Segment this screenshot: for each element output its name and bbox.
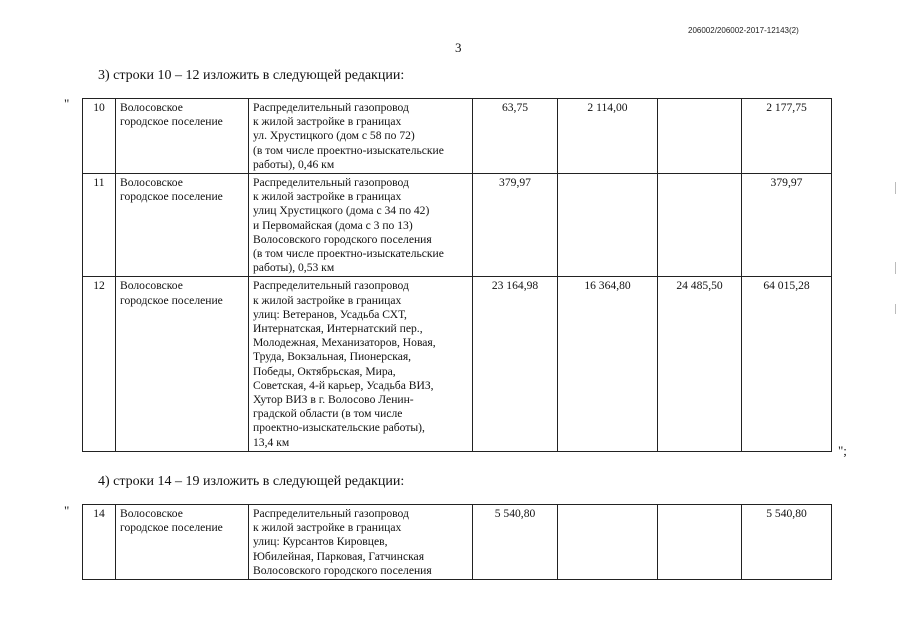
total-cell: 64 015,28 bbox=[742, 277, 832, 451]
amendment-table-rows-10-12 bbox=[82, 98, 832, 452]
value-cell-3 bbox=[658, 99, 742, 174]
section-instruction-rows-14-19: 4) строки 14 – 19 изложить в следующей редакции: bbox=[98, 474, 405, 489]
description-line: работы), 0,46 км bbox=[253, 157, 335, 171]
total-cell: 5 540,80 bbox=[742, 505, 832, 580]
row-number-cell: 12 bbox=[83, 277, 116, 451]
description-line: ул. Хрустицкого (дом с 58 по 72) bbox=[253, 129, 415, 143]
section-instruction-rows-10-12: 3) строки 10 – 12 изложить в следующей редакции: bbox=[98, 68, 405, 83]
table-row bbox=[83, 277, 832, 451]
row-number-cell: 10 bbox=[83, 99, 116, 174]
close-quote-mark: "; bbox=[838, 443, 847, 458]
total-cell: 2 177,75 bbox=[742, 99, 832, 174]
description-line: Волосовского городского поселения bbox=[253, 563, 432, 577]
table-row bbox=[83, 99, 832, 174]
page-number: 3 bbox=[455, 40, 462, 55]
description-line: Труда, Вокзальная, Пионерская, bbox=[253, 350, 412, 364]
settlement-line: городское поселение bbox=[120, 293, 223, 307]
settlement-line: Волосовское bbox=[120, 279, 183, 293]
description-line: к жилой застройке в границах bbox=[253, 293, 402, 307]
settlement-line: городское поселение bbox=[120, 190, 223, 204]
settlement-line: Волосовское bbox=[120, 101, 183, 114]
settlement-line: городское поселение bbox=[120, 115, 223, 129]
description-line: улиц Хрустицкого (дома с 34 по 42) bbox=[253, 204, 430, 218]
open-quote-mark: " bbox=[64, 96, 70, 111]
description-cell bbox=[249, 505, 473, 580]
value-cell-3 bbox=[658, 174, 742, 277]
value-cell-2 bbox=[558, 174, 658, 277]
scan-edge-mark bbox=[895, 262, 896, 274]
open-quote-mark-2: " bbox=[64, 503, 70, 518]
description-line: Хутор ВИЗ в г. Волосово Ленин- bbox=[253, 393, 414, 407]
description-line: Победы, Октябрьская, Мира, bbox=[253, 364, 396, 378]
description-line: (в том числе проектно-изыскательские bbox=[253, 143, 444, 157]
document-id: 206002/206002-2017-12143(2) bbox=[688, 26, 799, 35]
description-line: улиц: Курсантов Кировцев, bbox=[253, 535, 388, 549]
description-line: (в том числе проектно-изыскательские bbox=[253, 247, 444, 261]
description-line: к жилой застройке в границах bbox=[253, 115, 402, 129]
value-cell-2 bbox=[558, 505, 658, 580]
table-row bbox=[83, 505, 832, 580]
settlement-line: Волосовское bbox=[120, 176, 183, 190]
scan-edge-mark bbox=[895, 182, 896, 194]
scan-edge-mark bbox=[895, 304, 896, 314]
description-line: Распределительный газопровод bbox=[253, 176, 409, 190]
description-cell bbox=[249, 99, 473, 174]
description-line: Распределительный газопровод bbox=[253, 101, 409, 114]
description-line: Волосовского городского поселения bbox=[253, 232, 432, 246]
description-line: Распределительный газопровод bbox=[253, 279, 409, 293]
value-cell-2: 16 364,80 bbox=[558, 277, 658, 451]
value-cell-1: 63,75 bbox=[473, 99, 558, 174]
description-line: градской области (в том числе bbox=[253, 407, 403, 421]
settlement-cell bbox=[116, 277, 249, 451]
description-line: Советская, 4-й карьер, Усадьба ВИЗ, bbox=[253, 378, 434, 392]
description-line: и Первомайская (дома с 3 по 13) bbox=[253, 218, 413, 232]
amendment-table-rows-14-19 bbox=[82, 504, 832, 580]
value-cell-3: 24 485,50 bbox=[658, 277, 742, 451]
row-number-cell: 11 bbox=[83, 174, 116, 277]
description-line: Юбилейная, Парковая, Гатчинская bbox=[253, 549, 425, 563]
description-cell bbox=[249, 277, 473, 451]
settlement-line: Волосовское bbox=[120, 507, 183, 520]
value-cell-3 bbox=[658, 505, 742, 580]
description-line: работы), 0,53 км bbox=[253, 261, 335, 275]
settlement-line: городское поселение bbox=[120, 521, 223, 535]
settlement-cell bbox=[116, 99, 249, 174]
value-cell-2: 2 114,00 bbox=[558, 99, 658, 174]
description-line: улиц: Ветеранов, Усадьба СХТ, bbox=[253, 307, 407, 321]
settlement-cell bbox=[116, 505, 249, 580]
table-row bbox=[83, 174, 832, 277]
row-number-cell: 14 bbox=[83, 505, 116, 580]
description-line: Интернатская, Интернатский пер., bbox=[253, 322, 423, 336]
total-cell: 379,97 bbox=[742, 174, 832, 277]
description-line: Молодежная, Механизаторов, Новая, bbox=[253, 336, 436, 350]
description-line: к жилой застройке в границах bbox=[253, 190, 402, 204]
description-line: 13,4 км bbox=[253, 435, 290, 449]
description-cell bbox=[249, 174, 473, 277]
value-cell-1: 23 164,98 bbox=[473, 277, 558, 451]
description-line: Распределительный газопровод bbox=[253, 507, 409, 520]
value-cell-1: 379,97 bbox=[473, 174, 558, 277]
value-cell-1: 5 540,80 bbox=[473, 505, 558, 580]
description-line: к жилой застройке в границах bbox=[253, 521, 402, 535]
settlement-cell bbox=[116, 174, 249, 277]
description-line: проектно-изыскательские работы), bbox=[253, 421, 425, 435]
